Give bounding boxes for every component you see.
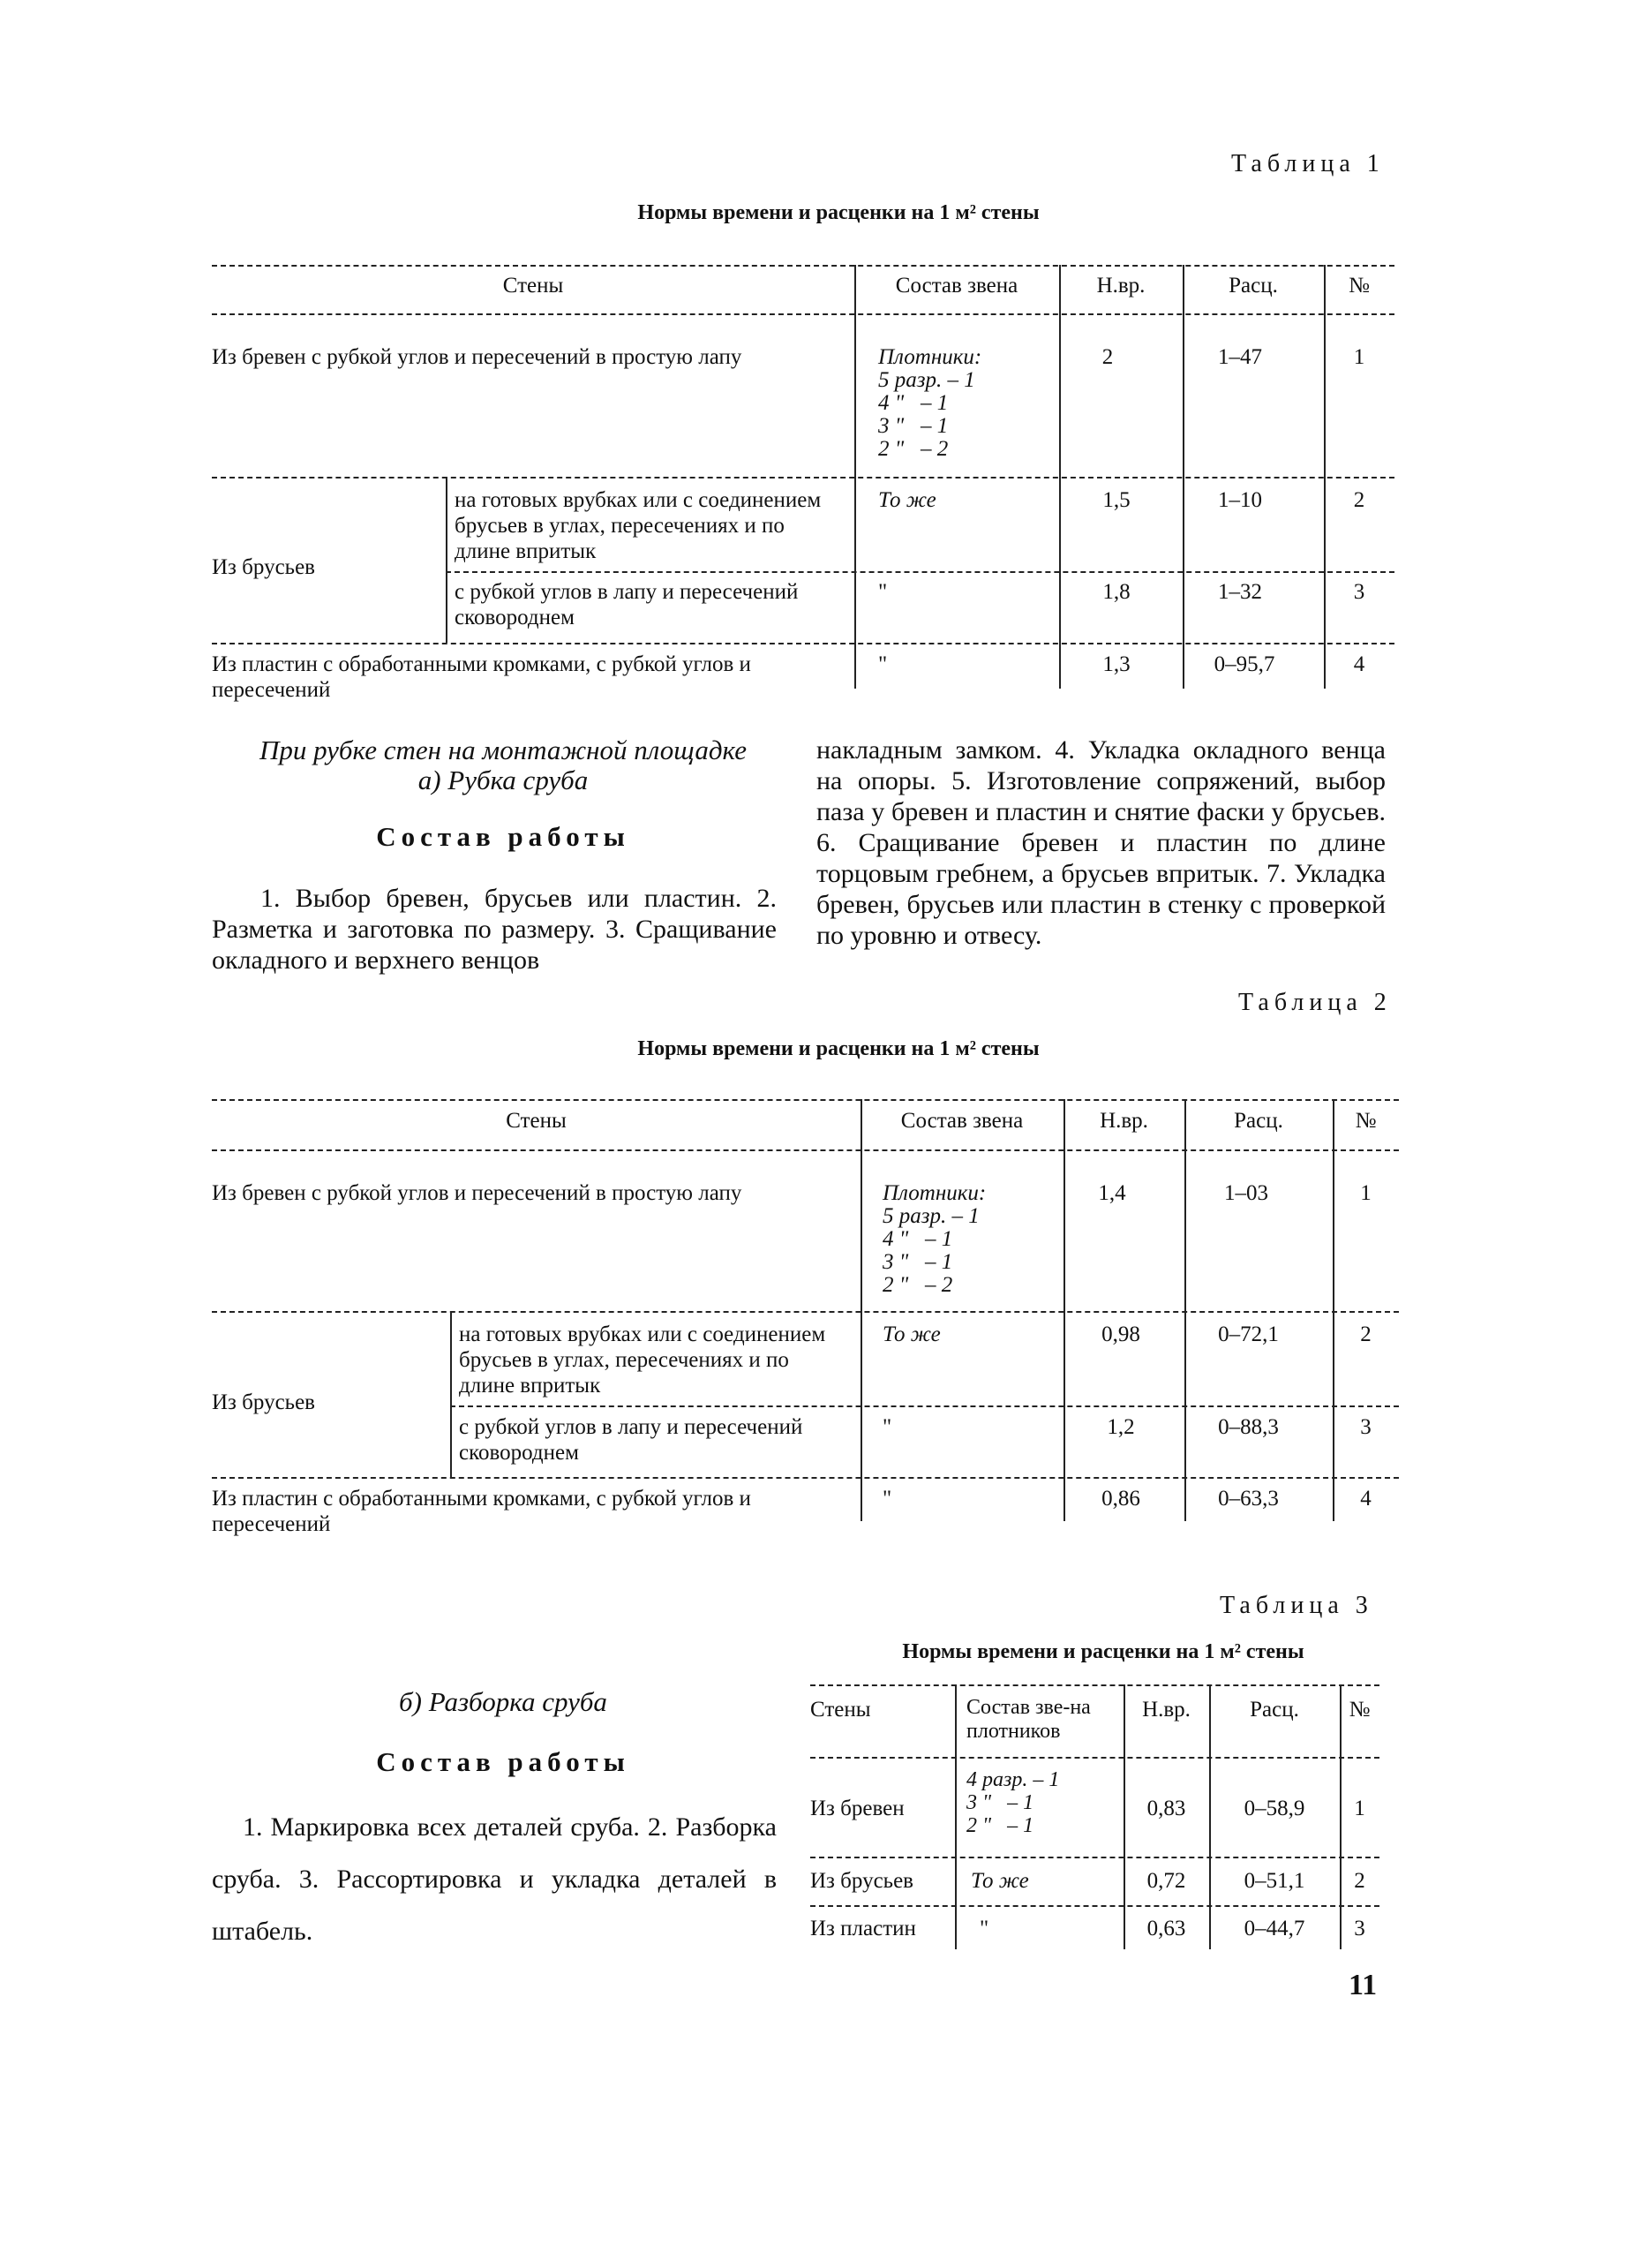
- table1-row3-crew: ": [878, 580, 888, 604]
- table3-row1-crew-line: 4 разр. – 1: [966, 1768, 1060, 1791]
- table2-row1-rate: 1–03: [1224, 1181, 1268, 1205]
- section-b-sostav-heading: Состав работы: [376, 1746, 630, 1777]
- table2-row1-crew-line: 2 " – 2: [883, 1273, 953, 1297]
- table1-row1-num: 1: [1353, 345, 1365, 369]
- table1-header-crew: Состав звена: [895, 274, 1018, 298]
- table3-header-num: №: [1349, 1698, 1371, 1722]
- table3-header-norm: Н.вр.: [1142, 1698, 1191, 1722]
- table2-row4-crew: ": [883, 1487, 892, 1511]
- table2-header-walls: Стены: [506, 1109, 567, 1133]
- table2-header-norm: Н.вр.: [1100, 1109, 1148, 1133]
- table1-row3-norm: 1,8: [1102, 580, 1131, 604]
- table1-row1-rate: 1–47: [1218, 345, 1262, 369]
- table2-header-rate: Расц.: [1234, 1109, 1283, 1133]
- table1-row1-wall: Из бревен с рубкой углов и пересечений в простую лапу: [212, 345, 742, 369]
- table3-row2-crew: То же: [971, 1869, 1029, 1893]
- table1-row2-rate: 1–10: [1218, 488, 1262, 512]
- table1-header-walls: Стены: [502, 274, 564, 298]
- table2-row2-num: 2: [1360, 1322, 1372, 1346]
- table1-header-norm: Н.вр.: [1096, 274, 1146, 298]
- table1-row1-crew-line: 4 " – 1: [878, 391, 949, 415]
- table2-row1-crew: Плотники:: [883, 1181, 987, 1205]
- table3-row3-num: 3: [1354, 1917, 1365, 1940]
- table2-row2-norm: 0,98: [1101, 1322, 1140, 1346]
- table3-row1-crew-line: 3 " – 1: [966, 1791, 1034, 1814]
- table1-row4-norm: 1,3: [1102, 652, 1131, 676]
- table1-title: Нормы времени и расценки на 1 м² стены: [637, 201, 1040, 224]
- section-b-heading: б) Разборка сруба: [399, 1686, 607, 1717]
- table3-row3-rate: 0–44,7: [1244, 1917, 1305, 1940]
- table2-label: Таблица 2: [1238, 989, 1392, 1016]
- table2-group-label: Из брусьев: [212, 1390, 315, 1414]
- table3-row1-wall: Из бревен: [810, 1797, 905, 1820]
- table3-row2-norm: 0,72: [1146, 1869, 1186, 1893]
- table1-row1-crew-line: 3 " – 1: [878, 414, 949, 438]
- table2-row3-crew: ": [883, 1415, 892, 1439]
- table2-row3-num: 3: [1360, 1415, 1372, 1439]
- table1-row4-wall: Из пластин с обработанными кромками, с рубкой углов и пересечений: [212, 652, 751, 702]
- table2-row3-wall: с рубкой углов в лапу и пересечений сковороднем: [459, 1415, 803, 1465]
- table3-row1-num: 1: [1354, 1797, 1365, 1820]
- table2-row2-crew: То же: [883, 1322, 941, 1346]
- table2-row4-wall: Из пластин с обработанными кромками, с рубкой углов и пересечений: [212, 1487, 751, 1536]
- table2-row2-rate: 0–72,1: [1218, 1322, 1279, 1346]
- table2-row4-num: 4: [1360, 1487, 1372, 1511]
- table1-row3-rate: 1–32: [1218, 580, 1262, 604]
- table3-row2-num: 2: [1354, 1869, 1365, 1893]
- table2-row4-rate: 0–63,3: [1218, 1487, 1279, 1511]
- table1-row4-crew: ": [878, 652, 888, 676]
- table1-row1-crew-line: 2 " – 2: [878, 437, 949, 461]
- table2-header-crew: Состав звена: [900, 1109, 1024, 1133]
- table2-row1-num: 1: [1360, 1181, 1372, 1205]
- table1-row3-wall: с рубкой углов в лапу и пересечений сковороднем: [455, 580, 799, 629]
- table2-row1-crew-line: 3 " – 1: [883, 1250, 953, 1274]
- table1-row2-norm: 1,5: [1102, 488, 1131, 512]
- section-a-text-right: накладным замком. 4. Укладка окладного венца на опоры. 5. Изготовление сопряжений, выбор паза у бревен и пластин и снятие фаски у брусьев. 6. Сращивание бревен и пластин по длине торцовым гребнем, а брусьев впритык. 7. Укладка бревен, брусьев или пластин в стенку с проверкой по уровню и отвесу.: [816, 735, 1386, 950]
- table3-row2-wall: Из брусьев: [810, 1869, 913, 1893]
- table1-header-num: №: [1349, 274, 1370, 298]
- table2-row2-wall: на готовых врубках или с соединением брусьев в углах, пересечениях и по длине впритык: [459, 1322, 826, 1398]
- page-number: 11: [1349, 1969, 1378, 2001]
- table2-header-num: №: [1355, 1109, 1377, 1133]
- table1-group-label: Из брусьев: [212, 555, 315, 579]
- table3-row3-crew: ": [980, 1917, 989, 1940]
- table3-row3-wall: Из пластин: [810, 1917, 916, 1940]
- table3-row1-norm: 0,83: [1146, 1797, 1186, 1820]
- table2-row4-norm: 0,86: [1101, 1487, 1140, 1511]
- table1-header-rate: Расц.: [1229, 274, 1278, 298]
- table3-row2-rate: 0–51,1: [1244, 1869, 1305, 1893]
- table3-label: Таблица 3: [1220, 1592, 1373, 1619]
- table3-row3-norm: 0,63: [1146, 1917, 1186, 1940]
- table1-row2-wall: на готовых врубках или с соединением брусьев в углах, пересечениях и по длине впритык: [455, 488, 822, 563]
- table2-row3-norm: 1,2: [1107, 1415, 1135, 1439]
- table3-row1-crew-line: 2 " – 1: [966, 1814, 1034, 1837]
- table2-row1-norm: 1,4: [1098, 1181, 1126, 1205]
- table3-row1-rate: 0–58,9: [1244, 1797, 1305, 1820]
- table1-row4-num: 4: [1353, 652, 1365, 676]
- table2-row1-crew-line: 4 " – 1: [883, 1227, 953, 1251]
- section-b-text: 1. Маркировка всех деталей сруба. 2. Разборка сруба. 3. Рассортировка и укладка деталей в штабель.: [212, 1812, 777, 1946]
- table2-title: Нормы времени и расценки на 1 м² стены: [637, 1037, 1040, 1060]
- table2-row1-wall: Из бревен с рубкой углов и пересечений в простую лапу: [212, 1181, 742, 1205]
- table2-row1-crew-line: 5 разр. – 1: [883, 1204, 980, 1228]
- section-a-text-left: 1. Выбор бревен, брусьев или пластин. 2. Разметка и заготовка по размеру. 3. Сращивание окладного и верхнего венцов: [212, 884, 777, 975]
- section-a-heading: При рубке стен на монтажной площадке: [259, 735, 748, 765]
- table3-header-rate: Расц.: [1250, 1698, 1299, 1722]
- table3-header-walls: Стены: [810, 1698, 871, 1722]
- section-a-sostav-heading: Состав работы: [376, 821, 630, 852]
- table2-row3-rate: 0–88,3: [1218, 1415, 1279, 1439]
- table1-row3-num: 3: [1353, 580, 1365, 604]
- table1-row1-crew-line: 5 разр. – 1: [878, 368, 975, 392]
- table3-title: Нормы времени и расценки на 1 м² стены: [902, 1640, 1304, 1663]
- table1-row2-num: 2: [1353, 488, 1365, 512]
- table1-label: Таблица 1: [1231, 150, 1385, 177]
- table1-row1-norm: 2: [1101, 345, 1114, 369]
- table1-row4-rate: 0–95,7: [1214, 652, 1275, 676]
- section-a-subheading: а) Рубка сруба: [417, 765, 589, 795]
- table3-header-crew: Состав зве-на плотников: [966, 1696, 1091, 1743]
- table1-row2-crew: То же: [878, 488, 936, 512]
- table1-row1-crew: Плотники:: [878, 345, 982, 369]
